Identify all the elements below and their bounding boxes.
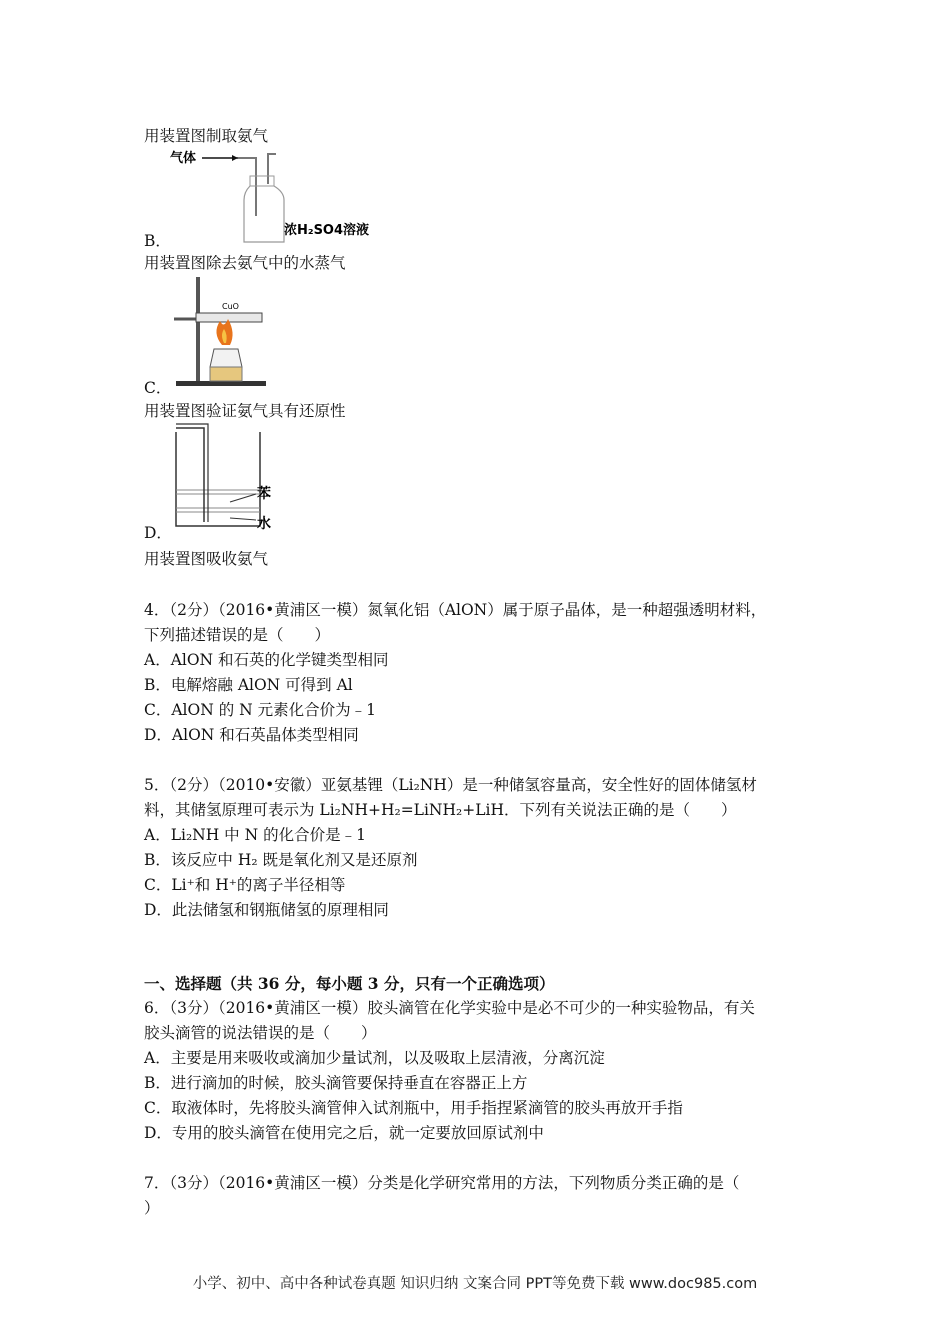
- q4-option-c: C．AlON 的 N 元素化合价为﹣1: [144, 701, 376, 719]
- q5-option-d: D．此法储氢和钢瓶储氢的原理相同: [144, 901, 389, 919]
- q6-option-c: C．取液体时，先将胶头滴管伸入试剂瓶中，用手指捏紧滴管的胶头再放开手指: [144, 1099, 683, 1117]
- q5-option-c: C．Li⁺和 H⁺的离子半径相等: [144, 876, 346, 894]
- cuo-heating-apparatus-figure: [170, 275, 270, 390]
- q5-stem-line1: 5．（2分）（2010•安徽）亚氨基锂（Li₂NH）是一种储氢容量高，安全性好的固体储氢材: [144, 776, 757, 794]
- option-c-label: C．: [144, 379, 172, 397]
- q4-option-a: A．AlON 和石英的化学键类型相同: [144, 651, 389, 669]
- option-a-text: 用装置图制取氨气: [144, 127, 269, 145]
- option-b-text: 用装置图除去氨气中的水蒸气: [144, 254, 346, 272]
- beaker-absorption-figure: [170, 422, 285, 530]
- q5-option-b: B．该反应中 H₂ 既是氧化剂又是还原剂: [144, 851, 418, 869]
- water-label: 水: [257, 516, 271, 532]
- q5-option-a: A．Li₂NH 中 N 的化合价是﹣1: [144, 826, 366, 844]
- option-d-label: D．: [144, 524, 172, 542]
- liquid-label: 浓H₂SO4溶液: [284, 223, 370, 238]
- q6-option-b: B．进行滴加的时候，胶头滴管要保持垂直在容器正上方: [144, 1074, 528, 1092]
- q5-stem-line2: 料，其储氢原理可表示为 Li₂NH+H₂=LiNH₂+LiH．下列有关说法正确的是（ ）: [144, 801, 737, 819]
- gas-label: 气体: [170, 151, 197, 166]
- q6-stem-line2: 胶头滴管的说法错误的是（ ）: [144, 1024, 377, 1042]
- benzene-label: 苯: [257, 486, 271, 502]
- q6-option-a: A．主要是用来吸收或滴加少量试剂，以及吸取上层清液，分离沉淀: [144, 1049, 605, 1067]
- q7-stem-line2: ）: [144, 1199, 160, 1217]
- q4-option-d: D．AlON 和石英晶体类型相同: [144, 726, 359, 744]
- section-heading: 一、选择题（共 36 分，每小题 3 分，只有一个正确选项）: [144, 974, 555, 993]
- q4-stem-line2: 下列描述错误的是（ ）: [144, 626, 331, 644]
- page-footer: 小学、初中、高中各种试卷真题 知识归纳 文案合同 PPT等免费下载 www.doc985.com: [192, 1276, 758, 1292]
- q4-stem-line1: 4．（2分）（2016•黄浦区一模）氮氧化铝（AlON）属于原子晶体，是一种超强透明材料，: [144, 601, 767, 619]
- cuo-label: CuO: [222, 302, 239, 311]
- option-b-label: B．: [144, 232, 171, 250]
- q6-stem-line1: 6．（3分）（2016•黄浦区一模）胶头滴管在化学实验中是必不可少的一种实验物品，有关: [144, 999, 755, 1017]
- gas-washing-bottle-figure: [168, 146, 370, 246]
- q7-stem-line1: 7．（3分）（2016•黄浦区一模）分类是化学研究常用的方法，下列物质分类正确的是（: [144, 1174, 740, 1192]
- q4-option-b: B．电解熔融 AlON 可得到 Al: [144, 676, 353, 694]
- option-d-text: 用装置图吸收氨气: [144, 550, 269, 568]
- option-c-text: 用装置图验证氨气具有还原性: [144, 402, 346, 420]
- q6-option-d: D．专用的胶头滴管在使用完之后，就一定要放回原试剂中: [144, 1124, 544, 1142]
